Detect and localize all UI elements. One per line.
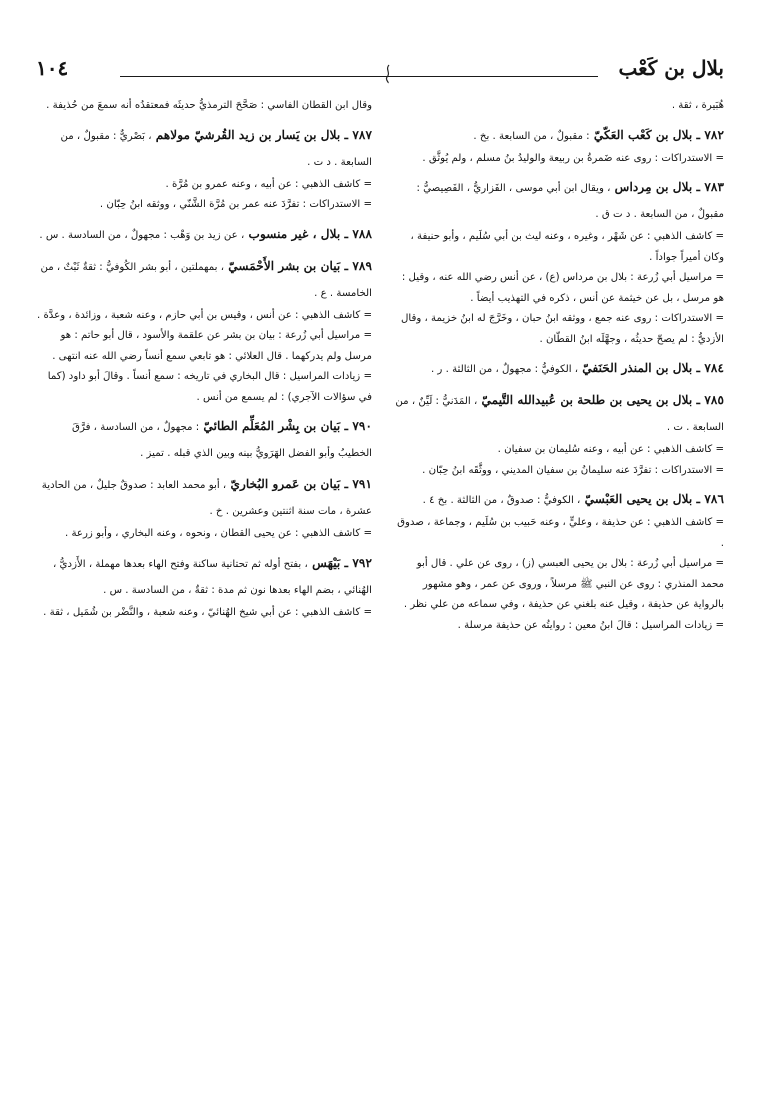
right-column [392,96,724,642]
entry-note: = مراسيل أبي زُرعة : بيان بن بشر عن علقمة والأسود ، قال أبو حاتم : هو مرسل ولم يدركهما . قال العلائي : هو تابعي سمع أنساً رضي الله عنه انتهى . [52,330,372,362]
entry-meta: ، بمهملتين ، أبو بشر الكُوفيُّ : ثقةٌ ثَبْتٌ ، من الخامسة . ع . [40,261,372,299]
entry-meta: ، الكوفيُّ : صدوقٌ ، من الثالثة . بخ ٤ . [422,495,581,506]
entry-heading: ٧٨٥ ـ بلال بن يحيى بن طلحة بن عُبيدالله التَّيميّ [481,393,724,407]
entry-792 [36,551,372,624]
entry-note: = كاشف الذهبي : عن يحيى القطان ، ونحوه ، وعنه البخاري ، وأبو زرعة . [64,528,372,539]
entry-meta: : مجهولٌ ، من السادسة ، فرَّقَ الخطيبُ وأبو الفضل الهَرَويُّ بينه وبين الذي قبله . تميز . [72,422,372,459]
entry-meta: : مقبولٌ ، من السابعة . بخ . [473,130,590,142]
entry-meta: ، المَدَنيُّ : لَيِّنٌ ، من السابعة . ت . [395,396,724,433]
entry-note: = كاشف الذهبي : عن شَهْر ، وغيره ، وعنه ليث بن أبي سُلَيم ، وأبو حنيفة ، وكان أميراً جواداً . [410,231,724,263]
entry-note: = الاستدراكات : تفرَّدَ عنه عمر بن مُرَّة الشَّنّي ، ووثقه ابنُ حِبّان . [99,199,372,210]
entry-note: = زيادات المراسيل : قالَ ابنُ معين : روايتُه عن حذيفة مرسلة . [457,619,724,631]
entry-meta: ، بَصْريٌّ : مقبولٌ ، من السابعة . د ت . [60,130,372,168]
entry-note: = كاشف الذهبي : عن أبيه ، وعنه عمرو بن مُرَّة . [165,178,372,190]
entry-heading: ٧٨٣ ـ بلال بن مِرداس [614,180,724,194]
entry-note: = مراسيل أبي زُرعة : بلال بن يحيى العبسي (ز) ، روى عن علي . قال أبو محمد المنذري : روى عن النبي ﷺ مرسلاً ، وروى عن عمر ، وهو مشهور بالرواية عن حذيفة ، وقيل عنه بلغني عن حذيفة ، وفي سماعه من علي نظر . [403,558,724,610]
entry-meta: ، أبو محمد العابد : صدوقٌ جليلٌ ، من الحادية عشرة ، مات سنة اثنتين وعشرين . خ . [41,480,372,517]
entry-heading: ٧٨٨ ـ بلال ، غير منسوب [248,226,372,241]
entry-785 [392,388,724,481]
header-rule [120,76,598,77]
entry-note: = كاشف الذهبي : عن حذيفة ، وعليٍّ ، وعنه حَبيب بن سُلَيم ، وجماعة ، صدوق . [397,517,724,549]
continuation-line: هُبَيرة ، ثقة . [671,100,724,111]
entry-note: = كاشف الذهبي : عن أبي شيخ الهُنائيّ ، وعنه شعبة ، والنَّضْر بن شُمَيل ، ثقة . [43,606,372,618]
entry-786 [392,487,724,636]
entry-heading: ٧٨٢ ـ بلال بن كَعْب العَكّيّ [593,127,724,142]
continuation-line: وقال ابن القطان الفاسي : صَحَّحَ الترمذيُّ حديثَه فمعتقدُه أنه سمعَ من حُذيفة . [46,100,372,111]
left-column [36,96,372,629]
entry-788 [36,222,372,248]
entry-heading: ٧٨٤ ـ بلال بن المنذر الحَنَفيّ [582,361,724,375]
entry-meta: ، بفتح أوله ثم تحتانية ساكنة وفتح الهاء بعدها مهملة ، الأَزديُّ ، الهُنائي ، بضم الهاء بعدها نون ثم مدة : ثقةٌ ، من السادسة . س . [53,558,372,596]
entry-heading: ٧٨٦ ـ بلال بن يحيى العَبْسيّ [584,492,724,506]
entry-meta: ، ويقال ابن أبي موسى ، الفَزاريُّ ، الفَصِيصيُّ : مقبولٌ ، من السابعة . د ت ق . [416,183,724,220]
entry-heading: ٧٨٧ ـ بلال بن يَسار بن زيد القُرشيّ مولاهم [155,127,372,142]
entry-note: = كاشف الذهبي : عن أبيه ، وعنه سُليمان بن سفيان . [497,444,724,455]
entry-787 [36,123,372,216]
entry-782 [392,123,724,170]
entry-note: = الاستدراكات : روى عنه جمع ، ووثقه ابنُ حبان ، وخَرَّجَ له ابنُ خزيمة ، وقال الأزديُّ : لم يصحّ حديثُه ، وجهَّلَه ابنُ القطّان . [400,313,724,345]
ink-mark [383,64,393,84]
entry-heading: ٧٨٩ ـ بَيان بن بشر الأَحْمَسيّ [228,258,372,273]
entry-note: = زيادات المراسيل : قال البخاري في تاريخه : سمع أنساً . وقالَ أبو داود (كما في سؤالات الآجري) : لم يسمع من أنس . [47,371,372,403]
entry-heading: ٧٩٠ ـ بَيان بن بِشْر المُعَلِّم الطائيّ [203,419,372,433]
entry-note: = الاستدراكات : تفرَّدَ عنه سليمانُ بن سفيان المديني ، ووثَّقَه ابنُ حِبّان . [422,464,724,476]
page-header [36,56,724,90]
entry-783 [392,175,724,350]
entry-meta: ، الكوفيُّ : مجهولٌ ، من الثالثة . ر . [430,364,579,375]
entry-789 [36,254,372,409]
entry-791 [36,472,372,545]
entry-note: = كاشف الذهبي : عن أنس ، وقيس بن أبي حازم ، وعنه شعبة ، وزائدة ، وعدَّة . [36,309,372,321]
entry-meta: ، عن زيد بن وَهْب : مجهولٌ ، من السادسة . س . [39,229,245,241]
entry-note: = مراسيل أبي زُرعة : بلال بن مرداس (ع) ، عن أنس رضي الله عنه ، وقيل : هو مرسل ، بل عن خيثمة عن أنس ، ذكره في التهذيب أيضاً . [401,272,724,304]
page-number: ١٠٤ [36,56,69,80]
entry-784 [392,356,724,382]
entry-heading: ٧٩١ ـ بَيان بن عَمرو البُخاريّ [230,477,372,491]
entry-note: = الاستدراكات : روى عنه ضَمرةُ بن ربيعة والوليدُ بنُ مسلم ، ولم يُوثَّق . [422,152,724,164]
running-title: بلال بن كَعْب [618,56,724,80]
entry-heading: ٧٩٢ ـ بَيْهَس [312,555,372,570]
entry-790 [36,414,372,466]
